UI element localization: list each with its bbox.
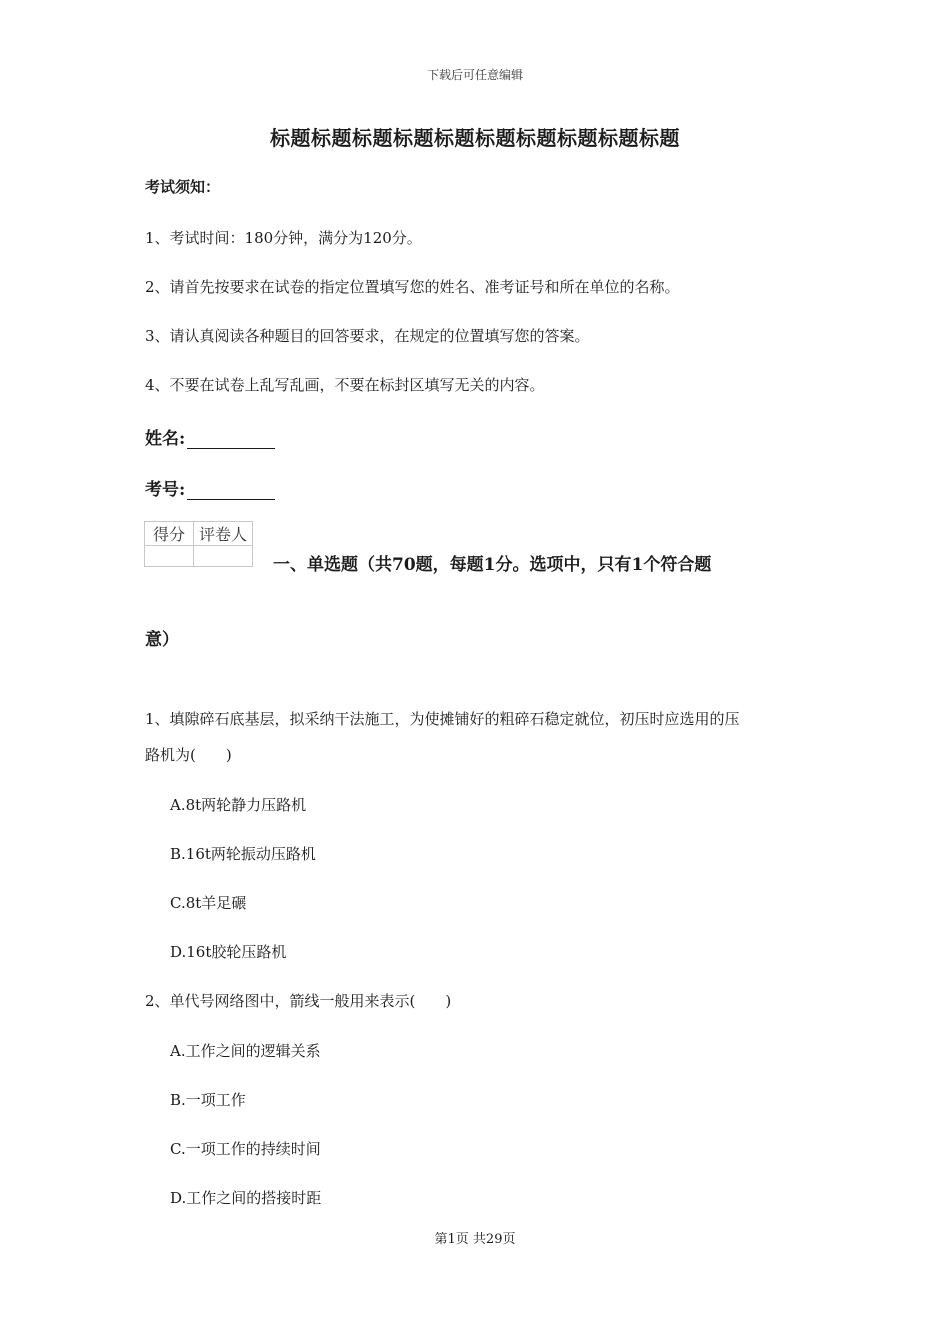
grader-header: 评卷人 [194, 522, 253, 546]
answer-option[interactable]: B.16t两轮振动压路机 [170, 845, 316, 863]
answer-option[interactable]: A.8t两轮静力压路机 [170, 796, 307, 814]
question-text: 1、填隙碎石底基层，拟采纳干法施工，为使摊铺好的粗碎石稳定就位，初压时应选用的压 [145, 710, 740, 728]
section-heading-continuation: 意） [145, 630, 179, 650]
notice-item: 2、请首先按要求在试卷的指定位置填写您的姓名、准考证号和所在单位的名称。 [145, 278, 680, 296]
exam-id-label: 考号: [145, 480, 186, 500]
page-number-footer: 第1页 共29页 [434, 1232, 516, 1247]
notice-item: 4、不要在试卷上乱写乱画，不要在标封区填写无关的内容。 [145, 376, 545, 394]
notice-item: 3、请认真阅读各种题目的回答要求，在规定的位置填写您的答案。 [145, 327, 590, 345]
answer-option[interactable]: C.8t羊足碾 [170, 894, 247, 912]
exam-id-blank-line[interactable] [187, 481, 275, 500]
name-label: 姓名: [145, 429, 186, 449]
answer-option[interactable]: D.工作之间的搭接时距 [170, 1189, 322, 1207]
score-header: 得分 [145, 522, 194, 546]
score-cell[interactable] [145, 546, 194, 567]
notice-heading: 考试须知： [145, 178, 221, 196]
grader-cell[interactable] [194, 546, 253, 567]
notice-item: 1、考试时间：180分钟，满分为120分。 [145, 229, 422, 247]
question-text: 2、单代号网络图中，箭线一般用来表示( ) [145, 992, 452, 1010]
question-text: 路机为( ) [145, 746, 232, 764]
name-field [145, 424, 275, 449]
answer-option[interactable]: B.一项工作 [170, 1091, 246, 1109]
header-note: 下载后可任意编辑 [426, 68, 523, 82]
score-table [144, 521, 253, 567]
score-table-entry-row [145, 546, 253, 567]
name-blank-line[interactable] [187, 430, 275, 449]
answer-option[interactable]: C.一项工作的持续时间 [170, 1140, 321, 1158]
score-table-header-row [145, 522, 253, 546]
answer-option[interactable]: D.16t胶轮压路机 [170, 943, 287, 961]
section-heading: 一、单选题（共70题，每题1分。选项中，只有1个符合题 [273, 555, 712, 575]
answer-option[interactable]: A.工作之间的逻辑关系 [170, 1042, 321, 1060]
document-title: 标题标题标题标题标题标题标题标题标题标题 [270, 126, 680, 150]
exam-id-field [145, 475, 275, 500]
